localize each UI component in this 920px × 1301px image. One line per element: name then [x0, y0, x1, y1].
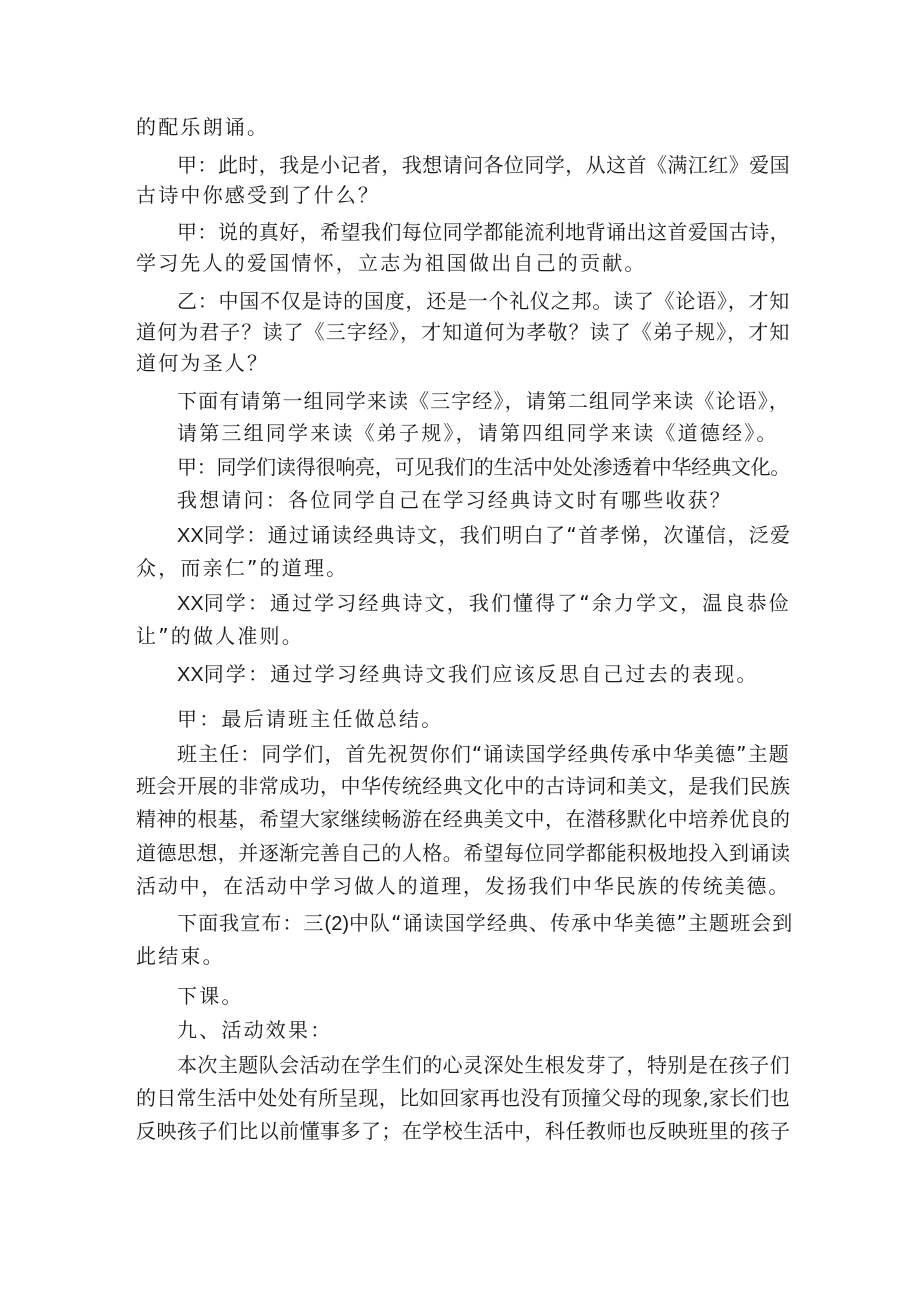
- text-line: 请第三组同学来读《弟子规》，请第四组同学来读《道德经》。: [177, 421, 779, 445]
- text-line: 反映孩子们比以前懂事多了；在学校生活中，科任教师也反映班里的孩子: [136, 1119, 791, 1143]
- text-line: 甲：说的真好，希望我们每位同学都能流利地背诵出这首爱国古诗，: [177, 220, 790, 244]
- text-line: XX同学：通过学习经典诗文我们应该反思自己过去的表现。: [177, 662, 759, 686]
- text-line: 的日常生活中处处有所呈现，比如回家再也没有顶撞父母的现象,家长们也: [136, 1086, 790, 1110]
- text-line: 道何为君子？读了《三字经》，才知道何为孝敬？读了《弟子规》，才知: [136, 320, 791, 344]
- text-line: 下面有请第一组同学来读《三字经》，请第二组同学来读《论语》，: [177, 389, 790, 413]
- text-line: 的配乐朗诵。: [136, 115, 270, 139]
- text-line: 让”的做人准则。: [136, 624, 304, 648]
- text-line: 精神的根基，希望大家继续畅游在经典美文中，在潜移默化中培养优良的: [136, 807, 791, 831]
- text-line: 学习先人的爱国情怀，立志为祖国做出自己的贡献。: [136, 251, 647, 275]
- text-line: 此结束。: [136, 944, 225, 968]
- speaker-xx: XX: [177, 525, 204, 547]
- text-line: 下课。: [177, 984, 244, 1008]
- class-number: (2): [324, 913, 349, 935]
- text-line: 下面我宣布：三(2)中队“诵读国学经典、传承中华美德”主题班会到: [177, 911, 794, 935]
- text-line: XX同学：通过学习经典诗文，我们懂得了“余力学文，温良恭俭: [177, 591, 791, 615]
- text-line: 古诗中你感受到了什么？: [136, 183, 381, 207]
- text-line: 甲：此时，我是小记者，我想请问各位同学，从这首《满江红》爱国: [177, 153, 790, 177]
- text-line: 活动中，在活动中学习做人的道理，发扬我们中华民族的传统美德。: [136, 874, 790, 898]
- speaker-xx: XX: [177, 593, 204, 615]
- text-line: 众，而亲仁”的道理。: [136, 556, 349, 580]
- text-line: 甲：同学们读得很响亮，可见我们的生活中处处渗透着中华经典文化。: [177, 455, 791, 479]
- text-line: 甲：最后请班主任做总结。: [177, 707, 444, 731]
- text-line: 本次主题队会活动在学生们的心灵深处生根发芽了，特别是在孩子们: [177, 1053, 790, 1077]
- text-line: 我想请问：各位同学自己在学习经典诗文时有哪些收获？: [177, 488, 732, 512]
- text-line: XX同学：通过诵读经典诗文，我们明白了“首孝悌，次谨信，泛爱: [177, 523, 792, 547]
- text-line: 班会开展的非常成功，中华传统经典文化中的古诗词和美文，是我们民族: [136, 774, 791, 798]
- speaker-xx: XX: [177, 664, 204, 686]
- text-line: 乙：中国不仅是诗的国度，还是一个礼仪之邦。读了《论语》，才知: [177, 289, 790, 313]
- section-heading: 九、活动效果：: [177, 1018, 333, 1042]
- text-line: 道何为圣人？: [136, 351, 270, 375]
- text-line: 道德思想，并逐渐完善自己的人格。希望每位同学都能积极地投入到诵读: [136, 841, 791, 865]
- text-line: 班主任：同学们，首先祝贺你们“诵读国学经典传承中华美德”主题: [177, 742, 790, 766]
